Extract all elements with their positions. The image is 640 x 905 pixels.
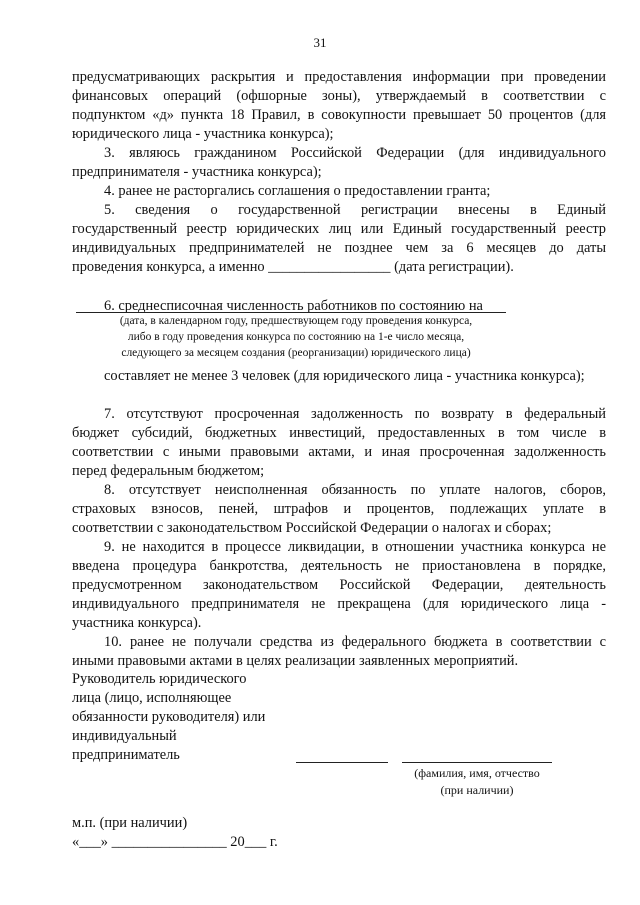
item-5-line-1: 5. сведения о государственной регистрации внесены в Единый — [104, 202, 606, 218]
date-line: «___» ________________ 20___ г. — [72, 834, 278, 850]
item-7-line-3: соответствии с иными правовыми актами, и иная просроченная задолженность — [72, 444, 606, 460]
item-10-line-1: 10. ранее не получали средства из федерального бюджета в соответствии с — [104, 634, 606, 650]
signature-label-line-4: индивидуальный — [72, 728, 177, 744]
para-cont-line-4: юридического лица - участника конкурса); — [72, 126, 334, 142]
para-cont-line-1: предусматривающих раскрытия и предоставления информации при проведении — [72, 69, 606, 85]
item-3-line-1: 3. являюсь гражданином Российской Федерации (для индивидуального — [104, 145, 606, 161]
full-name-caption-line-1: (фамилия, имя, отчество — [414, 766, 540, 780]
item-9-line-4: индивидуального предпринимателя не прекращена (для юридического лица - — [72, 596, 606, 612]
item-6-end: составляет не менее 3 человек (для юридического лица - участника конкурса); — [104, 368, 585, 384]
item-4: 4. ранее не расторгались соглашения о предоставлении гранта; — [104, 183, 491, 199]
item-6-note-line-2: либо в году проведения конкурса по состоянию на 1-е число месяца, — [127, 331, 465, 343]
signature-label-line-1: Руководитель юридического — [72, 671, 247, 687]
signature-label-line-3: обязанности руководителя) или — [72, 709, 266, 725]
page-number: 31 — [313, 35, 327, 50]
stamp-label: м.п. (при наличии) — [72, 815, 188, 831]
item-9-line-5: участника конкурса). — [72, 615, 202, 631]
item-3-line-2: предпринимателя - участника конкурса); — [72, 164, 322, 180]
item-8-line-3: соответствии с законодательством Российской Федерации о налогах и сборах; — [72, 520, 552, 536]
item-8-line-2: страховых взносов, пеней, штрафов и процентов, подлежащих уплате в — [72, 501, 606, 517]
item-6: 6. среднесписочная численность работников по состоянию на — [104, 298, 483, 314]
para-cont-line-2: финансовых операций (офшорные зоны), утверждаемый в соответствии с — [72, 88, 606, 104]
item-7-line-2: бюджет субсидий, бюджетных инвестиций, предоставленных в том числе в — [72, 425, 606, 441]
item-6-note-line-1: (дата, в календарном году, предшествующем году проведения конкурса, — [119, 315, 473, 327]
full-name-caption-line-2: (при наличии) — [440, 783, 514, 797]
item-6-note-line-3: следующего за месяцем создания (реорганизации) юридического лица) — [121, 347, 471, 359]
item-5-line-4: проведения конкурса, а именно _________________ (дата регистрации). — [72, 259, 514, 275]
para-cont-line-3: подпунктом «д» пункта 18 Правил, в совокупности превышает 50 процентов (для — [72, 107, 606, 123]
signature-label-line-5: предприниматель — [72, 747, 180, 763]
item-9-line-1: 9. не находится в процессе ликвидации, в отношении участника конкурса не — [104, 539, 606, 555]
item-7-line-1: 7. отсутствуют просроченная задолженность по возврату в федеральный — [104, 406, 606, 422]
full-name-line — [402, 762, 552, 763]
signature-label-line-2: лица (лицо, исполняющее — [72, 690, 232, 706]
item-9-line-2: введена процедура банкротства, деятельность не приостановлена в порядке, — [72, 558, 606, 574]
item-5-line-3: индивидуальных предпринимателей не позднее чем за 6 месяцев до даты — [72, 240, 606, 256]
item-8-line-1: 8. отсутствует неисполненная обязанность по уплате налогов, сборов, — [104, 482, 606, 498]
item-10-line-2: иными правовыми актами в целях реализации заявленных мероприятий. — [72, 653, 519, 669]
item-9-line-3: предусмотренном законодательством Российской Федерации, деятельность — [72, 577, 606, 593]
item-5-line-2: государственный реестр юридических лиц или Единый государственный реестр — [72, 221, 606, 237]
signature-line — [296, 762, 388, 763]
item-7-line-4: перед федеральным бюджетом; — [72, 463, 265, 479]
